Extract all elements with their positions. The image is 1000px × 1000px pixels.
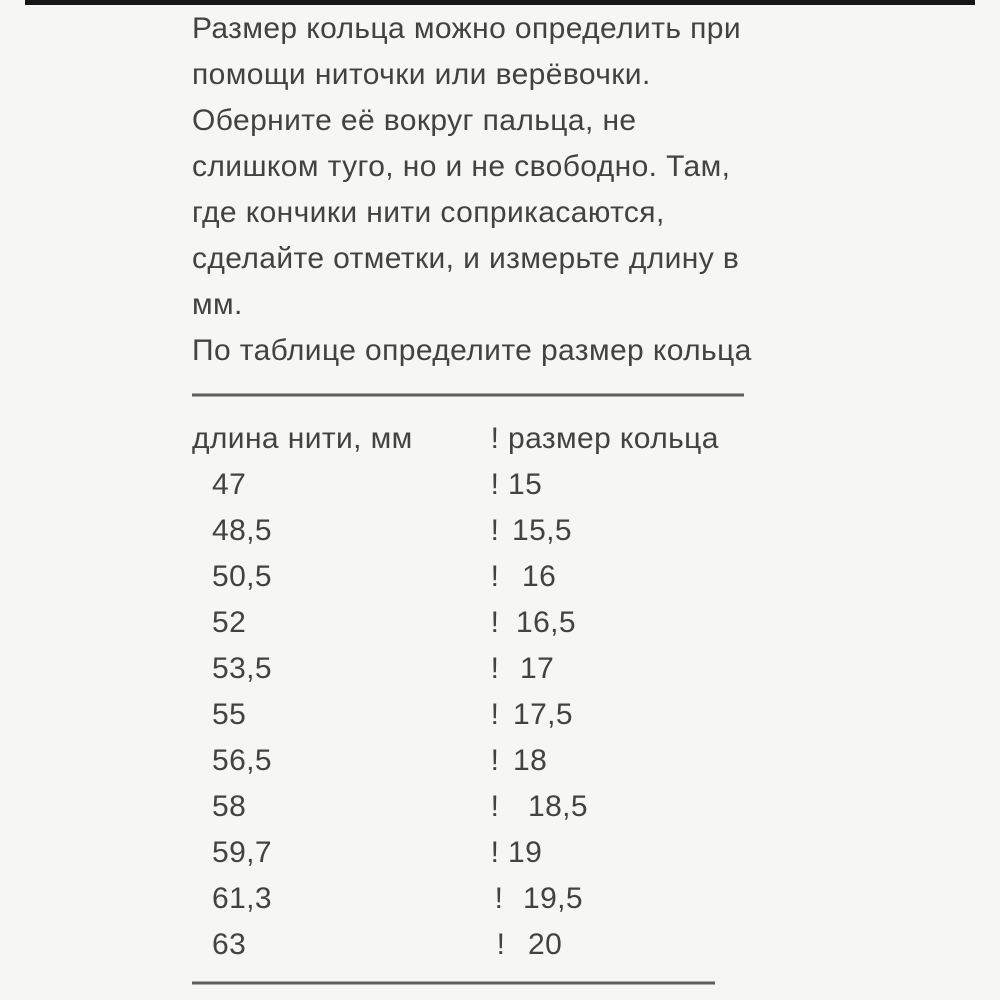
ring-size-cell: 19 <box>508 836 543 869</box>
separator-cell: ! <box>490 698 500 731</box>
intro-line: Оберните её вокруг пальца, не <box>192 104 637 137</box>
table-row <box>192 646 1000 692</box>
thread-length-cell: 61,3 <box>212 882 272 915</box>
top-border-line <box>25 0 975 5</box>
thread-length-cell: 55 <box>212 698 247 731</box>
separator-cell: ! <box>490 560 500 593</box>
separator-cell: ! <box>490 606 500 639</box>
document-content <box>192 6 1000 998</box>
intro-line: слишком туго, но и не свободно. Там, <box>192 150 731 183</box>
ring-size-cell: 19,5 <box>523 882 583 915</box>
ring-size-cell: 16 <box>522 560 557 593</box>
intro-line: По таблице определите размер кольца <box>192 334 752 367</box>
table-row <box>192 554 1000 600</box>
table-row <box>192 462 1000 508</box>
separator-cell: ! <box>494 882 504 915</box>
table-row <box>192 922 1000 968</box>
separator-cell: ! <box>490 652 500 685</box>
divider-line-top: ——————————————————— <box>192 377 743 410</box>
table-header-row <box>192 416 1000 462</box>
ring-size-cell: 15,5 <box>512 514 572 547</box>
intro-line: сделайте отметки, и измерьте длину в <box>192 242 740 275</box>
separator-cell: ! <box>490 514 500 547</box>
table-row <box>192 738 1000 784</box>
thread-length-header: длина нити, мм <box>192 422 413 455</box>
intro-line: где кончики нити соприкасаются, <box>192 196 665 229</box>
ring-size-cell: 17 <box>520 652 555 685</box>
thread-length-cell: 53,5 <box>212 652 272 685</box>
thread-length-cell: 58 <box>212 790 247 823</box>
thread-length-cell: 63 <box>212 928 247 961</box>
ring-size-header: размер кольца <box>508 422 719 455</box>
thread-length-cell: 50,5 <box>212 560 272 593</box>
intro-line: мм. <box>192 288 243 321</box>
ring-size-cell: 18,5 <box>528 790 588 823</box>
ring-size-cell: 16,5 <box>516 606 576 639</box>
table-row <box>192 600 1000 646</box>
ring-size-table <box>192 416 1000 968</box>
separator-cell: ! <box>490 790 500 823</box>
separator-header: ! <box>490 422 500 455</box>
separator-cell: ! <box>490 468 500 501</box>
intro-paragraph <box>192 6 1000 374</box>
ring-size-cell: 20 <box>528 928 563 961</box>
divider-line-bottom: —————————————————— <box>192 965 714 998</box>
thread-length-cell: 56,5 <box>212 744 272 777</box>
separator-cell: ! <box>490 836 500 869</box>
table-row <box>192 692 1000 738</box>
table-row <box>192 830 1000 876</box>
ring-size-cell: 15 <box>508 468 543 501</box>
thread-length-cell: 59,7 <box>212 836 272 869</box>
separator-cell: ! <box>490 744 500 777</box>
table-row <box>192 784 1000 830</box>
thread-length-cell: 48,5 <box>212 514 272 547</box>
intro-line: помощи ниточки или верёвочки. <box>192 58 651 91</box>
ring-size-cell: 18 <box>513 744 548 777</box>
thread-length-cell: 47 <box>212 468 247 501</box>
table-row <box>192 508 1000 554</box>
separator-cell: ! <box>496 928 506 961</box>
table-row <box>192 876 1000 922</box>
intro-line: Размер кольца можно определить при <box>192 12 741 45</box>
thread-length-cell: 52 <box>212 606 247 639</box>
ring-size-cell: 17,5 <box>513 698 573 731</box>
